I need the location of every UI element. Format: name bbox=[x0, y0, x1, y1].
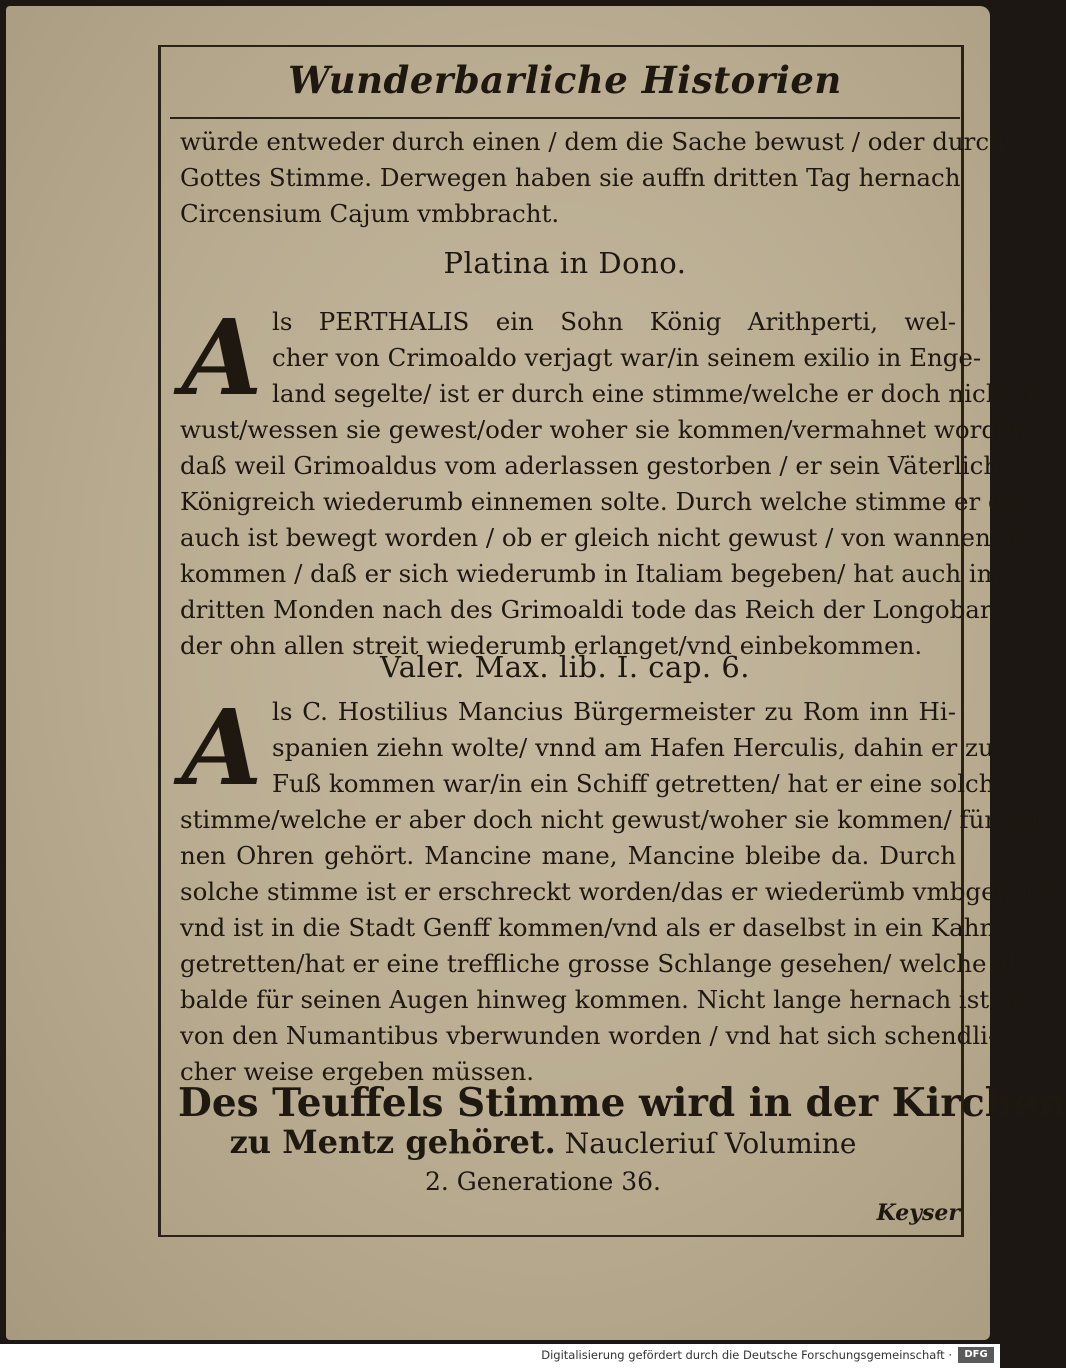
text-line: der ohn allen streit wiederumb erlanget/vnd einbekommen. bbox=[180, 631, 923, 660]
text-line: Fuß kommen war/in ein Schiff getretten/ hat er eine solche bbox=[272, 769, 1010, 798]
text-line: cher von Crimoaldo verjagt war/in seinem exilio in Enge- bbox=[272, 343, 982, 372]
dfg-logo: DFG bbox=[958, 1347, 994, 1363]
intro-text bbox=[180, 124, 1005, 232]
running-head-rule bbox=[170, 117, 960, 119]
text-line: cher weise ergeben müssen. bbox=[180, 1057, 535, 1086]
section-heading-valer-max: Valer. Max. lib. I. cap. 6. bbox=[379, 650, 751, 684]
text-line: dritten Monden nach des Grimoaldi tode das Reich der Longobar- bbox=[180, 595, 1000, 624]
running-head: Wunderbarliche Historien bbox=[288, 58, 842, 102]
text-line: daß weil Grimoaldus vom aderlassen gestorben / er sein Väterlich bbox=[180, 451, 1000, 480]
catchword: Keyser bbox=[876, 1200, 960, 1226]
section-title: Des Teuffels Stimme wird in der Kirchen bbox=[178, 1080, 1066, 1126]
text-line: vnd ist in die Stadt Genff kommen/vnd als er daselbst in ein Kahn bbox=[180, 913, 996, 942]
text-line: ls PERTHALIS ein Sohn König Arithperti, wel- bbox=[272, 307, 956, 336]
text-line: land segelte/ ist er durch eine stimme/welche er doch nicht ge- bbox=[272, 379, 1058, 408]
text-line: Circensium Cajum vmbbracht. bbox=[180, 199, 560, 228]
text-line: ls C. Hostilius Mancius Bürgermeister zu Rom inn Hi- bbox=[272, 697, 956, 726]
section-heading-platina: Platina in Dono. bbox=[443, 246, 687, 280]
text-line: solche stimme ist er erschreckt worden/das er wiederümb vmbgekert/ bbox=[180, 877, 1055, 906]
section-title-bold: zu Mentz gehöret. bbox=[229, 1123, 556, 1161]
text-line: spanien ziehn wolte/ vnnd am Hafen Herculis, dahin er zu bbox=[272, 733, 994, 762]
section-title-line-3: 2. Generatione 36. bbox=[424, 1167, 661, 1196]
text-line: Gottes Stimme. Derwegen haben sie auffn dritten Tag hernach bbox=[180, 163, 961, 192]
text-line: von den Numantibus vberwunden worden / vnd hat sich schendli- bbox=[180, 1021, 997, 1050]
drop-capital: A bbox=[181, 686, 263, 809]
section-title-source: Naucleriuſ Volumine bbox=[555, 1127, 857, 1160]
drop-capital: A bbox=[181, 296, 263, 419]
text-line: nen Ohren gehört. Mancine mane, Mancine bleibe da. Durch bbox=[180, 841, 956, 870]
text-line: würde entweder durch einen / dem die Sache bewust / oder durch bbox=[180, 127, 1005, 156]
text-line: stimme/welche er aber doch nicht gewust/woher sie kommen/ für sei- bbox=[180, 805, 1048, 834]
paragraph-perthalis bbox=[180, 296, 1058, 664]
paragraph-hostilius bbox=[180, 686, 1055, 1090]
text-line: wust/wessen sie gewest/oder woher sie kommen/vermahnet worden/ bbox=[180, 415, 1036, 444]
text-line: auch ist bewegt worden / ob er gleich nicht gewust / von wannen sie bbox=[180, 523, 1034, 552]
text-line: kommen / daß er sich wiederumb in Italiam begeben/ hat auch im bbox=[180, 559, 1000, 588]
text-line: getretten/hat er eine treffliche grosse Schlange gesehen/ welche alß- bbox=[180, 949, 1042, 978]
text-line: Königreich wiederumb einnemen solte. Durch welche stimme er daū bbox=[180, 487, 1035, 516]
section-title-line-2 bbox=[178, 1122, 908, 1164]
footer-credit-text: Digitalisierung gefördert durch die Deutsche Forschungsgemeinschaft · bbox=[541, 1348, 952, 1362]
text-line: balde für seinen Augen hinweg kommen. Nicht lange hernach ist er bbox=[180, 985, 1024, 1014]
digitization-footer bbox=[0, 1344, 1000, 1368]
